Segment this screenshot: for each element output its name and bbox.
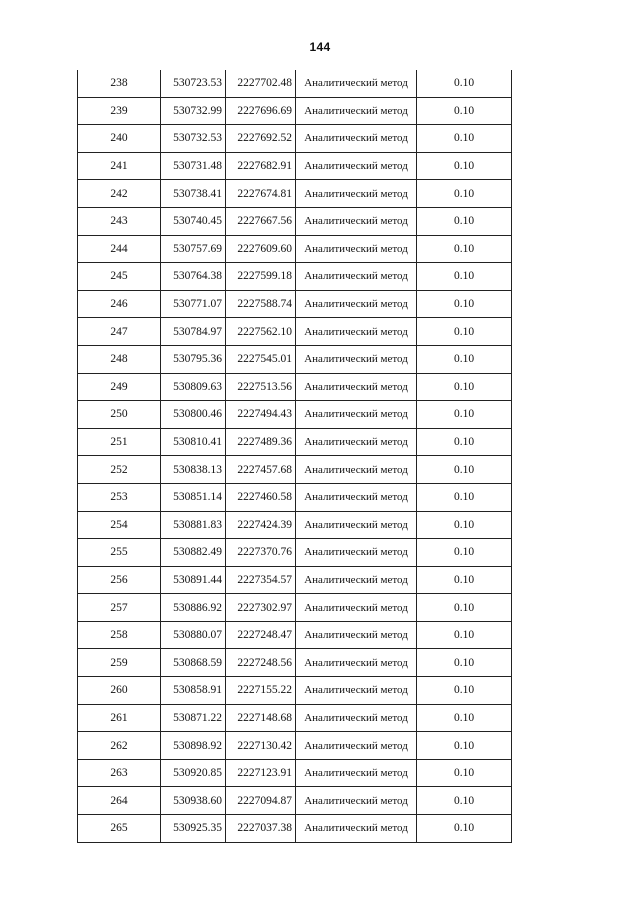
table-row (78, 815, 512, 843)
y-coordinate-cell: 2227489.36 (226, 428, 296, 456)
method-cell: Аналитический метод (296, 373, 417, 401)
table-row (78, 787, 512, 815)
x-coordinate-cell: 530920.85 (161, 759, 226, 787)
x-coordinate-cell: 530732.99 (161, 97, 226, 125)
accuracy-cell: 0.10 (417, 428, 512, 456)
table-row (78, 704, 512, 732)
table-row (78, 401, 512, 429)
coordinates-table-body (78, 70, 512, 842)
y-coordinate-cell: 2227696.69 (226, 97, 296, 125)
table-row (78, 373, 512, 401)
y-coordinate-cell: 2227545.01 (226, 345, 296, 373)
y-coordinate-cell: 2227248.47 (226, 621, 296, 649)
method-cell: Аналитический метод (296, 787, 417, 815)
point-number-cell: 240 (78, 125, 161, 153)
y-coordinate-cell: 2227123.91 (226, 759, 296, 787)
table-row (78, 428, 512, 456)
x-coordinate-cell: 530886.92 (161, 594, 226, 622)
accuracy-cell: 0.10 (417, 621, 512, 649)
method-cell: Аналитический метод (296, 207, 417, 235)
method-cell: Аналитический метод (296, 152, 417, 180)
accuracy-cell: 0.10 (417, 815, 512, 843)
point-number-cell: 263 (78, 759, 161, 787)
point-number-cell: 261 (78, 704, 161, 732)
accuracy-cell: 0.10 (417, 290, 512, 318)
point-number-cell: 247 (78, 318, 161, 346)
x-coordinate-cell: 530757.69 (161, 235, 226, 263)
y-coordinate-cell: 2227494.43 (226, 401, 296, 429)
y-coordinate-cell: 2227588.74 (226, 290, 296, 318)
point-number-cell: 243 (78, 207, 161, 235)
table-row (78, 483, 512, 511)
accuracy-cell: 0.10 (417, 152, 512, 180)
y-coordinate-cell: 2227302.97 (226, 594, 296, 622)
point-number-cell: 260 (78, 677, 161, 705)
y-coordinate-cell: 2227460.58 (226, 483, 296, 511)
method-cell: Аналитический метод (296, 263, 417, 291)
accuracy-cell: 0.10 (417, 677, 512, 705)
table-row (78, 621, 512, 649)
accuracy-cell: 0.10 (417, 539, 512, 567)
method-cell: Аналитический метод (296, 125, 417, 153)
method-cell: Аналитический метод (296, 345, 417, 373)
method-cell: Аналитический метод (296, 456, 417, 484)
accuracy-cell: 0.10 (417, 235, 512, 263)
point-number-cell: 255 (78, 539, 161, 567)
accuracy-cell: 0.10 (417, 511, 512, 539)
y-coordinate-cell: 2227248.56 (226, 649, 296, 677)
y-coordinate-cell: 2227599.18 (226, 263, 296, 291)
accuracy-cell: 0.10 (417, 125, 512, 153)
accuracy-cell: 0.10 (417, 207, 512, 235)
y-coordinate-cell: 2227130.42 (226, 732, 296, 760)
accuracy-cell: 0.10 (417, 732, 512, 760)
coordinates-table (77, 70, 512, 843)
accuracy-cell: 0.10 (417, 263, 512, 291)
method-cell: Аналитический метод (296, 97, 417, 125)
accuracy-cell: 0.10 (417, 594, 512, 622)
table-row (78, 152, 512, 180)
table-row (78, 345, 512, 373)
x-coordinate-cell: 530851.14 (161, 483, 226, 511)
accuracy-cell: 0.10 (417, 97, 512, 125)
x-coordinate-cell: 530881.83 (161, 511, 226, 539)
y-coordinate-cell: 2227037.38 (226, 815, 296, 843)
page-number: 144 (309, 40, 331, 54)
method-cell: Аналитический метод (296, 704, 417, 732)
x-coordinate-cell: 530732.53 (161, 125, 226, 153)
table-row (78, 207, 512, 235)
accuracy-cell: 0.10 (417, 345, 512, 373)
x-coordinate-cell: 530882.49 (161, 539, 226, 567)
table-row (78, 594, 512, 622)
y-coordinate-cell: 2227692.52 (226, 125, 296, 153)
accuracy-cell: 0.10 (417, 704, 512, 732)
accuracy-cell: 0.10 (417, 649, 512, 677)
method-cell: Аналитический метод (296, 566, 417, 594)
table-row (78, 263, 512, 291)
table-row (78, 566, 512, 594)
method-cell: Аналитический метод (296, 677, 417, 705)
accuracy-cell: 0.10 (417, 787, 512, 815)
method-cell: Аналитический метод (296, 428, 417, 456)
method-cell: Аналитический метод (296, 594, 417, 622)
y-coordinate-cell: 2227424.39 (226, 511, 296, 539)
y-coordinate-cell: 2227667.56 (226, 207, 296, 235)
x-coordinate-cell: 530809.63 (161, 373, 226, 401)
table-row (78, 732, 512, 760)
method-cell: Аналитический метод (296, 759, 417, 787)
point-number-cell: 251 (78, 428, 161, 456)
point-number-cell: 238 (78, 70, 161, 97)
point-number-cell: 239 (78, 97, 161, 125)
y-coordinate-cell: 2227609.60 (226, 235, 296, 263)
method-cell: Аналитический метод (296, 401, 417, 429)
method-cell: Аналитический метод (296, 290, 417, 318)
table-row (78, 97, 512, 125)
point-number-cell: 249 (78, 373, 161, 401)
point-number-cell: 264 (78, 787, 161, 815)
method-cell: Аналитический метод (296, 235, 417, 263)
x-coordinate-cell: 530880.07 (161, 621, 226, 649)
x-coordinate-cell: 530731.48 (161, 152, 226, 180)
point-number-cell: 248 (78, 345, 161, 373)
accuracy-cell: 0.10 (417, 566, 512, 594)
x-coordinate-cell: 530784.97 (161, 318, 226, 346)
table-row (78, 456, 512, 484)
table-row (78, 511, 512, 539)
x-coordinate-cell: 530738.41 (161, 180, 226, 208)
x-coordinate-cell: 530858.91 (161, 677, 226, 705)
point-number-cell: 262 (78, 732, 161, 760)
point-number-cell: 257 (78, 594, 161, 622)
accuracy-cell: 0.10 (417, 70, 512, 97)
accuracy-cell: 0.10 (417, 456, 512, 484)
method-cell: Аналитический метод (296, 483, 417, 511)
x-coordinate-cell: 530898.92 (161, 732, 226, 760)
point-number-cell: 245 (78, 263, 161, 291)
point-number-cell: 244 (78, 235, 161, 263)
method-cell: Аналитический метод (296, 511, 417, 539)
method-cell: Аналитический метод (296, 649, 417, 677)
table-row (78, 318, 512, 346)
method-cell: Аналитический метод (296, 621, 417, 649)
y-coordinate-cell: 2227370.76 (226, 539, 296, 567)
point-number-cell: 246 (78, 290, 161, 318)
x-coordinate-cell: 530723.53 (161, 70, 226, 97)
point-number-cell: 258 (78, 621, 161, 649)
point-number-cell: 241 (78, 152, 161, 180)
point-number-cell: 242 (78, 180, 161, 208)
x-coordinate-cell: 530891.44 (161, 566, 226, 594)
table-row (78, 290, 512, 318)
x-coordinate-cell: 530810.41 (161, 428, 226, 456)
x-coordinate-cell: 530740.45 (161, 207, 226, 235)
table-row (78, 70, 512, 97)
table-row (78, 759, 512, 787)
x-coordinate-cell: 530795.36 (161, 345, 226, 373)
x-coordinate-cell: 530838.13 (161, 456, 226, 484)
point-number-cell: 252 (78, 456, 161, 484)
y-coordinate-cell: 2227702.48 (226, 70, 296, 97)
table-row (78, 677, 512, 705)
table-row (78, 180, 512, 208)
table-row (78, 649, 512, 677)
x-coordinate-cell: 530764.38 (161, 263, 226, 291)
y-coordinate-cell: 2227457.68 (226, 456, 296, 484)
y-coordinate-cell: 2227682.91 (226, 152, 296, 180)
method-cell: Аналитический метод (296, 539, 417, 567)
y-coordinate-cell: 2227513.56 (226, 373, 296, 401)
y-coordinate-cell: 2227354.57 (226, 566, 296, 594)
point-number-cell: 259 (78, 649, 161, 677)
accuracy-cell: 0.10 (417, 373, 512, 401)
point-number-cell: 253 (78, 483, 161, 511)
y-coordinate-cell: 2227094.87 (226, 787, 296, 815)
method-cell: Аналитический метод (296, 732, 417, 760)
x-coordinate-cell: 530771.07 (161, 290, 226, 318)
point-number-cell: 256 (78, 566, 161, 594)
table-row (78, 125, 512, 153)
accuracy-cell: 0.10 (417, 759, 512, 787)
point-number-cell: 265 (78, 815, 161, 843)
accuracy-cell: 0.10 (417, 483, 512, 511)
point-number-cell: 250 (78, 401, 161, 429)
y-coordinate-cell: 2227562.10 (226, 318, 296, 346)
table-row (78, 539, 512, 567)
method-cell: Аналитический метод (296, 318, 417, 346)
x-coordinate-cell: 530868.59 (161, 649, 226, 677)
method-cell: Аналитический метод (296, 815, 417, 843)
x-coordinate-cell: 530800.46 (161, 401, 226, 429)
x-coordinate-cell: 530925.35 (161, 815, 226, 843)
method-cell: Аналитический метод (296, 180, 417, 208)
accuracy-cell: 0.10 (417, 401, 512, 429)
point-number-cell: 254 (78, 511, 161, 539)
accuracy-cell: 0.10 (417, 318, 512, 346)
x-coordinate-cell: 530938.60 (161, 787, 226, 815)
y-coordinate-cell: 2227148.68 (226, 704, 296, 732)
method-cell: Аналитический метод (296, 70, 417, 97)
accuracy-cell: 0.10 (417, 180, 512, 208)
x-coordinate-cell: 530871.22 (161, 704, 226, 732)
table-row (78, 235, 512, 263)
y-coordinate-cell: 2227155.22 (226, 677, 296, 705)
y-coordinate-cell: 2227674.81 (226, 180, 296, 208)
